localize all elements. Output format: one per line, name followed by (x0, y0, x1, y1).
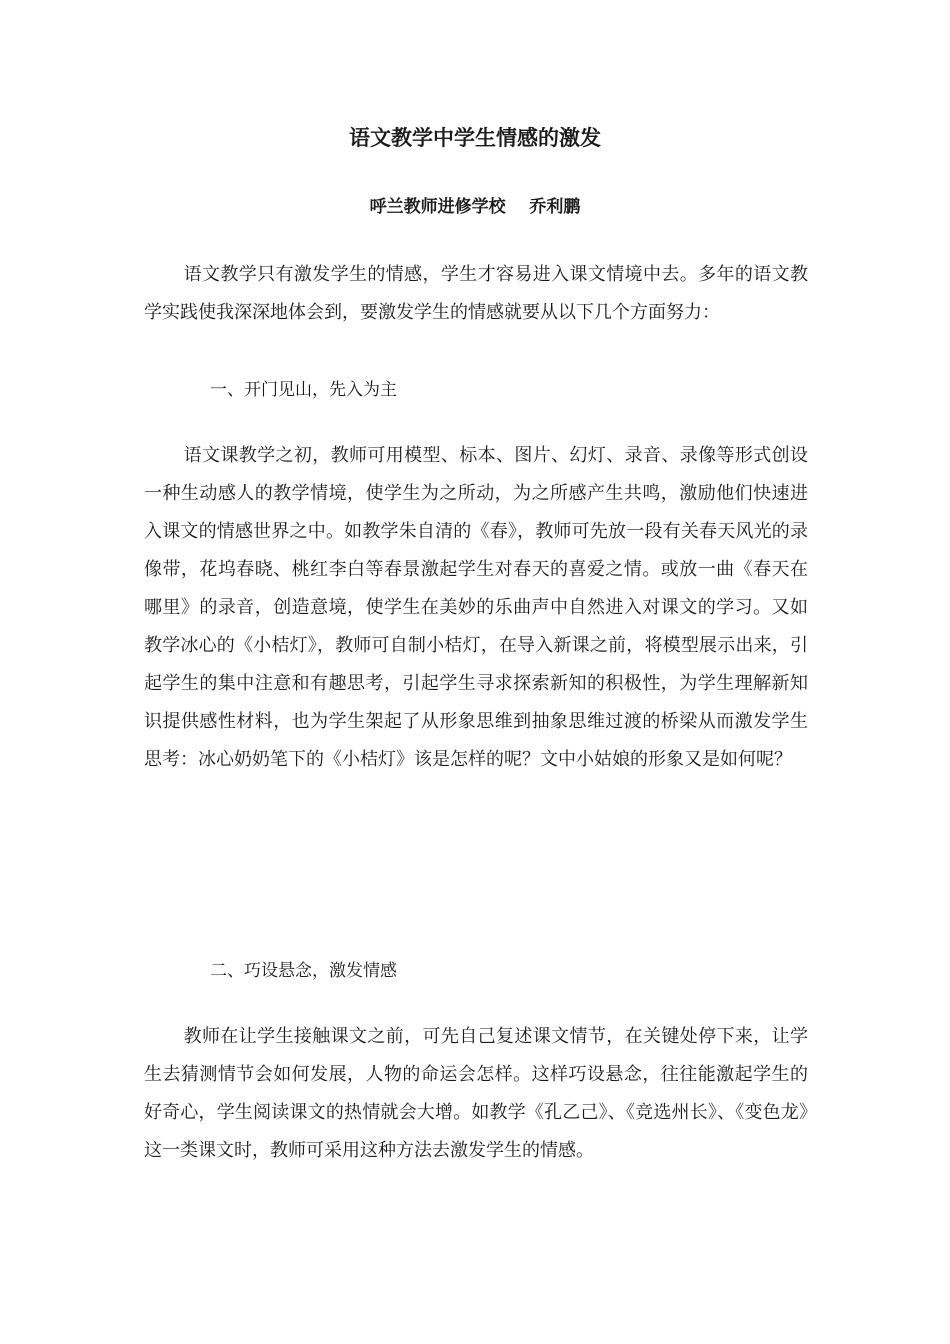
document-title: 语文教学中学生情感的激发 (349, 125, 601, 150)
author-line: 呼兰教师进修学校 乔利鹏 (369, 197, 581, 217)
intro-paragraph: 语文教学只有激发学生的情感，学生才容易进入课文情境中去。多年的语文教学实践使我深深地体会到，要激发学生的情感就要从以下几个方面努力： (144, 264, 808, 323)
section-1-paragraph: 语文课教学之初，教师可用模型、标本、图片、幻灯、录音、录像等形式创设一种生动感人的教学情境，使学生为之所动，为之所感产生共鸣，激励他们快速进入课文的情感世界之中。如教学朱自清的《春》，教师可先放一段有关春天风光的录像带，花坞春晓、桃红李白等春景激起学生对春天的喜爱之情。或放一曲《春天在哪里》的录音，创造意境，使学生在美妙的乐曲声中自然进入对课文的学习。又如教学冰心的《小桔灯》，教师可自制小桔灯，在导入新课之前，将模型展示出来，引起学生的集中注意和有趣思考，引起学生寻求探索新知的积极性，为学生理解新知识提供感性材料，也为学生架起了从形象思维到抽象思维过渡的桥梁从而激发学生思考：冰心奶奶笔下的《小桔灯》该是怎样的呢？文中小姑娘的形象又是如何呢？ (144, 445, 808, 770)
section-heading-1: 一、开门见山，先入为主 (210, 380, 397, 400)
section-2-paragraph: 教师在让学生接触课文之前，可先自己复述课文情节，在关键处停下来，让学生去猜测情节会如何发展，人物的命运会怎样。这样巧设悬念，往往能激起学生的好奇心，学生阅读课文的热情就会大增。如教学《孔乙己》、《竞选州长》、《变色龙》这一类课文时，教师可采用这种方法去激发学生的情感。 (144, 1026, 808, 1161)
section-heading-2: 二、巧设悬念，激发情感 (210, 961, 397, 981)
